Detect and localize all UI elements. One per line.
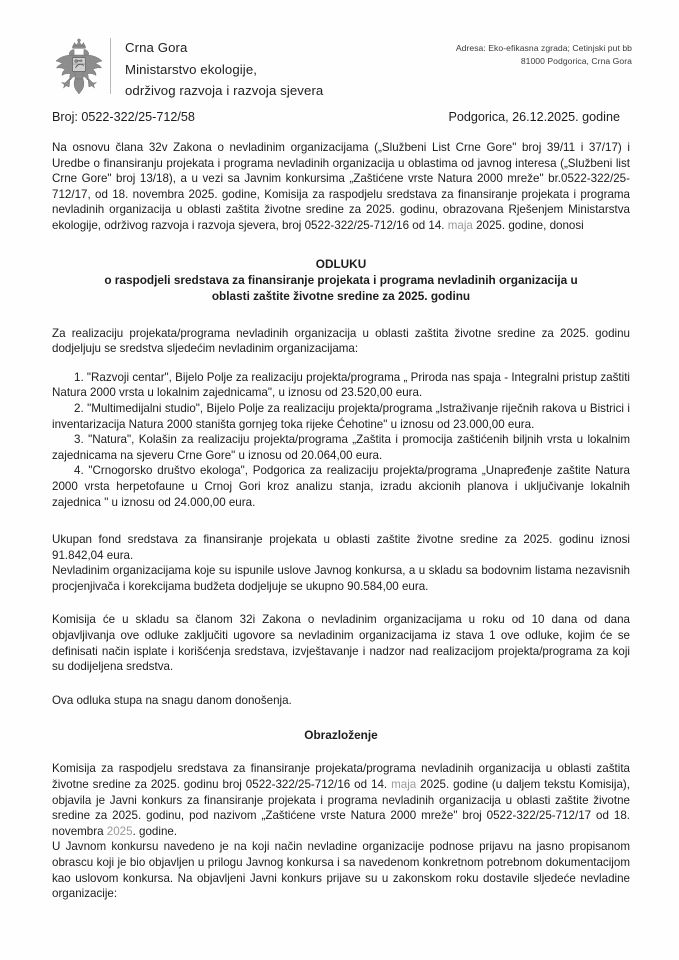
decision-heading: ODLUKU (315, 256, 367, 271)
explanation-heading: Obrazloženje (304, 728, 378, 743)
award-item: 1. "Razvoji centar", Bijelo Polje za realizaciju projekta/programa „ Priroda nas spaja - Integralni pristup zaštiti Natura 2000 vrsta u lokalnim zajednicama", u iznosu od 23.520,00 eura. (52, 370, 630, 400)
ministry-name-line-1: Ministarstvo ekologije, (125, 61, 258, 77)
contracts-paragraph: Komisija će u skladu sa članom 32i Zakona o nevladinim organizacijama u roku od 10 dana od dana objavljivanja ove odluke zaključiti ugovore sa nevladinim organizacijama iz stava 1 ove odluke, kojim će se definisati način isplate i korišćenja sredstava, izvještavanje i nadzor nad realizacijom projekta/programa za koji su dodijeljena sredstva. (52, 613, 630, 674)
decision-subheading-line-2: oblasti zaštite životne sredine za 2025. godinu (211, 289, 471, 304)
country-name: Crna Gora (125, 40, 188, 55)
ministry-name-block (125, 36, 323, 102)
effect-paragraph: Ova odluka stupa na snagu danom donošenja. (52, 693, 292, 707)
document-number: Broj: 0522-322/25-712/58 (52, 110, 195, 124)
document-body (52, 140, 630, 902)
letterhead-divider (110, 38, 111, 94)
address-line-2: 81000 Podgorica, Crna Gora (520, 56, 632, 66)
preamble-paragraph (52, 140, 630, 234)
total-funds-paragraph: Ukupan fond sredstava za finansiranje projekata u oblasti zaštite životne sredine za 2025. godinu iznosi 91.842,04 eura. (52, 533, 630, 562)
explanation-text-b: 2025. godine (u daljem tekstu Komisija), objavila je Javni konkurs za finansiranje projekata i programa nevladinih organizacija u oblasti zaštite životne sredine za 2025. godinu, pod nazivom „Zaštićene vrste Natura 2000 mreže" broj 0522-322/25-712/17 od 18. novembra (52, 778, 630, 838)
explanation-year-faded: 2025 (106, 824, 133, 838)
preamble-text-a: Na osnovu člana 32v Zakona o nevladinim organizacijama („Službeni List Crne Gore" broj 39/11 i 37/17) i Uredbe o finansiranju projekata i programa nevladinih organizacija u oblastima od javnog interesa („Službeni list Crne Gore" broj 13/18), a u vezi sa Javnim konkursima „Zaštićene vrste Natura 2000 mreže" br.0522-322/25-712/17, od 18. novembra 2025. godine, Komisija za raspodjelu sredstava za finansiranje projekata i programa nevladinih organizacija u oblasti zaštita životne sredine za 2025. godinu, obrazovana Rješenjem Ministarstva ekologije, održivog razvoja i razvoja sjevera, broj 0522-322/25-712/16 od 14. (52, 141, 630, 232)
award-item: 4. "Crnogorsko društvo ekologa", Podgorica za realizaciju projekta/programa „Unapređenje zaštite Natura 2000 vrsta herpetofaune u Crnoj Gori kroz analizu stanja, izradu akcionih planova i uključivanje lokalnih zajednica " u iznosu od 24.000,00 eura. (52, 464, 630, 509)
preamble-month-faded: maja (447, 218, 473, 232)
explanation-month-faded: maja (391, 778, 417, 792)
awards-list (52, 370, 630, 510)
award-item: 2. "Multimedijalni studio", Bijelo Polje za realizaciju projekta/programa „Istraživanje riječnih rakova u Bistrici i inventarizacija Natura 2000 staništa gornjeg toka rijeke Ćehotine" u iznosu od 23.000,00 eura. (52, 401, 630, 431)
ministry-name-line-2: održivog razvoja i razvoja sjevera (125, 83, 324, 98)
address-line-1: Adresa: Eko-efikasna zgrada; Cetinjski put bb (455, 43, 632, 53)
award-item: 3. "Natura", Kolašin za realizaciju projekta/programa „Zaštita i promocija zaštićenih biljnih vrsta u lokalnim zajednicama na sjeveru Crne Gore" u iznosu od 20.064,00 eura. (52, 433, 630, 462)
letterhead (52, 36, 632, 102)
decision-subheading-line-1: o raspodjeli sredstava za finansiranje projekata i programa nevladinih organizacija u (104, 272, 578, 287)
explanation-paragraph-2: U Javnom konkursu navedeno je na koji način nevladine organizacije podnose prijavu na jasno propisanom obrascu koji je bio objavljen u prilogu Javnog konkursa i sa navedenom konkretnom potrebnom dokumentacijom kao uslovom konkursa. Na objavljeni Javni konkurs prijave su u zakonskom roku dostavile sljedeće nevladine organizacije: (52, 840, 630, 901)
explanation-text-a: Komisija za raspodjelu sredstava za finansiranje projekata/programa nevladinih organizacija u oblasti zaštita životne sredine za 2025. godinu broj 0522-322/25-712/16 od 14. (52, 762, 630, 792)
explanation-paragraph-1 (52, 761, 630, 839)
reference-row (52, 110, 630, 124)
montenegro-coat-of-arms-icon (52, 36, 106, 98)
explanation-text-c: . godine. (132, 824, 178, 838)
allocated-funds-paragraph: Nevladinim organizacijama koje su ispunile uslove Javnog konkursa, a u skladu sa bodovnim listama nezavisnih procjenjivača i korekcijama budžeta dodjeljuje se ukupno 90.584,00 eura. (52, 564, 630, 593)
ministry-address-block (372, 42, 632, 68)
intro-paragraph: Za realizaciju projekata/programa nevladinih organizacija u oblasti zaštita životne sredine za 2025. godinu dodjeljuju se sredstva sljedećim nevladinim organizacijama: (52, 326, 630, 356)
preamble-text-b: 2025. godine, donosi (472, 218, 584, 232)
place-and-date: Podgorica, 26.12.2025. godine (448, 110, 620, 124)
